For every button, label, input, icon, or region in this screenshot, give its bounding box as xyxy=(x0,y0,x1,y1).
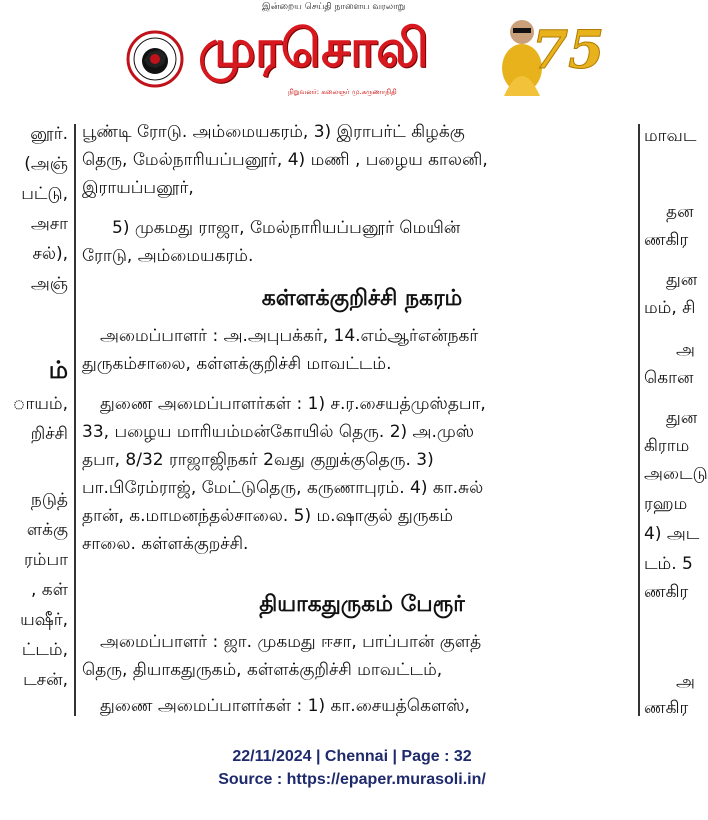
right-line: துன xyxy=(666,408,698,428)
left-line: ட்டம், xyxy=(21,640,68,660)
right-line: 4) அட xyxy=(644,524,700,544)
masthead-founder-line: நிறுவனர்: கலைஞர் மு.கருணாநிதி xyxy=(288,88,397,96)
main-article-column xyxy=(82,118,642,718)
right-line: அ xyxy=(676,672,695,692)
anniversary-logo-icon xyxy=(500,6,605,96)
text-line: 33, பழைய மாரியம்மன்கோயில் தெரு. 2) அ.முஸ் xyxy=(82,422,474,442)
left-line: ளக்கு xyxy=(26,520,68,540)
text-line: 5) முகமது ராஜா, மேல்நாரியப்பனூர் மெயின் xyxy=(112,218,461,238)
text-line: துணை அமைப்பாளர்கள் : 1) ச.ர.சையத்முஸ்தபா, xyxy=(100,394,486,414)
left-line: அஞ் xyxy=(30,274,68,294)
right-line: ணகிர xyxy=(644,230,689,250)
right-line: அடைடு xyxy=(644,464,708,484)
left-line: யஷீர், xyxy=(20,610,68,630)
right-column-fragment xyxy=(644,118,708,718)
intro-paragraph-2-cont xyxy=(82,242,642,270)
left-line: பட்டு, xyxy=(21,184,68,204)
text-line: தெரு, மேல்நாரியப்பனூர், 4) மணி , பழைய காலனி, xyxy=(82,150,488,170)
intro-paragraph-2 xyxy=(82,214,642,242)
text-line: தபா, 8/32 ராஜாஜிநகர் 2வது குறுக்குதெரு. 3) xyxy=(82,450,434,470)
text-line: சாலை. கள்ளக்குறச்சி. xyxy=(82,534,249,554)
right-line: ணகிர xyxy=(644,698,689,718)
kallakurichi-deputies xyxy=(82,390,642,558)
left-line: சல்), xyxy=(32,244,68,264)
right-line: ரஹம xyxy=(644,494,688,514)
left-column-fragment xyxy=(0,118,72,718)
thiyagadurugam-organizer xyxy=(82,628,642,684)
right-line: மாவட xyxy=(644,126,697,146)
left-heading-fragment: ம் xyxy=(48,356,68,384)
text-line: துருகம்சாலை, கள்ளக்குறிச்சி மாவட்டம். xyxy=(82,354,392,374)
thiyagadurugam-deputies xyxy=(82,692,642,720)
text-line: அமைப்பாளர் : ஜா. முகமது ஈசா, பாப்பான் குளத் xyxy=(100,632,482,652)
left-line: ரம்பா xyxy=(24,550,68,570)
section-heading-thiyagadurugam: தியாகதுருகம் பேரூர் xyxy=(259,592,465,617)
left-line: நடுத் xyxy=(30,490,68,510)
text-line: துணை அமைப்பாளர்கள் : 1) கா.சையத்கௌஸ், xyxy=(100,696,470,716)
masthead xyxy=(0,0,704,100)
text-line: ரோடு, அம்மையகரம். xyxy=(82,246,254,266)
right-line: அ xyxy=(676,340,695,360)
left-line: ாயம், xyxy=(12,394,68,414)
left-line: அசா xyxy=(30,214,68,234)
left-line: னூர். xyxy=(30,124,68,144)
footer-date-line: 22/11/2024 | Chennai | Page : 32 xyxy=(232,748,472,765)
masthead-tagline: இன்றைய செய்தி நாளைய வரலாறு xyxy=(262,2,406,12)
right-line: கொன xyxy=(644,368,694,388)
right-line: டம். 5 xyxy=(644,554,693,574)
footer-source-line: Source : https://epaper.murasoli.in/ xyxy=(218,771,486,788)
left-line: (அஞ் xyxy=(24,154,68,174)
text-line: இராயப்பனூர், xyxy=(82,178,194,198)
column-divider-left xyxy=(74,124,76,716)
left-line: டசன், xyxy=(23,670,68,690)
text-line: தெரு, தியாகதுருகம், கள்ளக்குறிச்சி மாவட்டம், xyxy=(82,660,443,680)
section-heading-kallakurichi: கள்ளக்குறிச்சி நகரம் xyxy=(261,286,463,311)
party-emblem-icon xyxy=(126,30,184,88)
right-line: ணகிர xyxy=(644,582,689,602)
right-line: மம், சி xyxy=(644,298,696,318)
left-line: , கள் xyxy=(30,580,68,600)
text-line: தான், க.மாமனந்தல்சாலை. 5) ம.ஷாகுல் துருகம் xyxy=(82,506,454,526)
text-line: பா.பிரேம்ராஜ், மேட்டுதெரு, கருணாபுரம். 4) கா.சுல் xyxy=(82,478,484,498)
newspaper-title: முரசொலி xyxy=(198,19,428,79)
right-line: துன xyxy=(666,270,698,290)
intro-paragraph xyxy=(82,118,642,202)
text-line: பூண்டி ரோடு. அம்மையகரம், 3) இராபர்ட் கிழக்கு xyxy=(82,122,465,142)
kallakurichi-organizer xyxy=(82,322,642,378)
right-line: தன xyxy=(666,202,694,222)
text-line: அமைப்பாளர் : அ.அபுபக்கர், 14.எம்ஆர்என்நகர் xyxy=(100,326,479,346)
left-line: றிச்சி xyxy=(30,424,68,444)
anniversary-number: 75 xyxy=(532,20,605,81)
right-line: கிராம xyxy=(644,436,690,456)
